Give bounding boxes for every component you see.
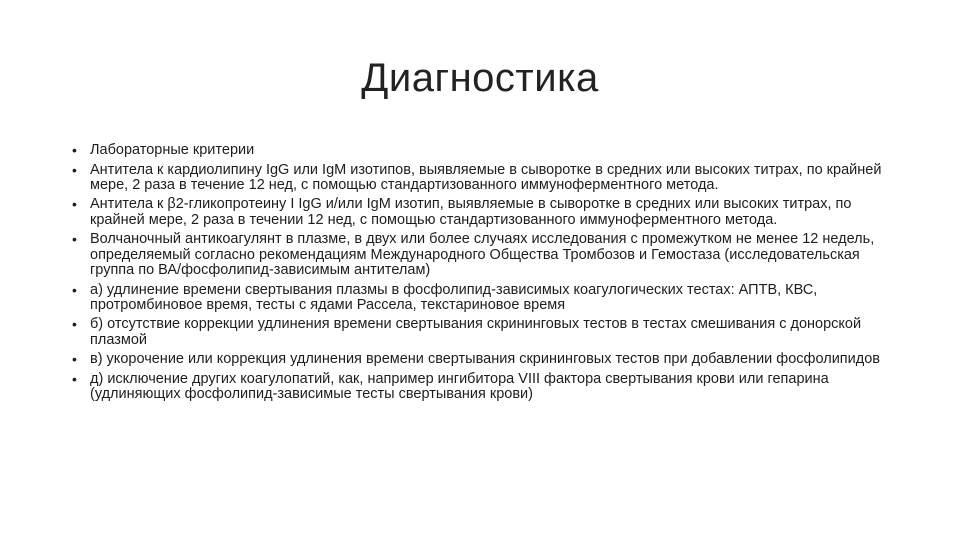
- list-item: [72, 163, 892, 194]
- list-item-text: б) отсутствие коррекции удлинения времени свертывания скрининговых тестов в тестах смешивания с донорской плазмой: [90, 316, 862, 348]
- bullet-dot-icon: •: [72, 161, 77, 178]
- list-item: [72, 232, 892, 278]
- bullet-list: [72, 143, 892, 407]
- bullet-dot-icon: •: [72, 231, 77, 248]
- list-item-text: Антитела к кардиолипину IgG или IgM изотипов, выявляемые в сыворотке в средних или высоких титрах, по крайней мере, 2 раза в течение 12 нед, с помощью стандартизованного иммуноферментного метода.: [90, 161, 882, 193]
- list-item: [72, 197, 892, 228]
- bullet-dot-icon: •: [72, 351, 77, 368]
- list-item-text: Антитела к β2-гликопротеину I IgG и/или IgM изотип, выявляемые в сыворотке в средних или высоких титрах, по крайней мере, 2 раза в течении 12 нед, с помощью стандартизованного иммуноферментного метода.: [90, 196, 852, 228]
- bullet-dot-icon: •: [72, 370, 77, 387]
- list-item: [72, 317, 892, 348]
- bullet-dot-icon: •: [72, 316, 77, 333]
- bullet-dot-icon: •: [72, 196, 77, 213]
- list-item: [72, 372, 892, 403]
- list-item-text: Волчаночный антикоагулянт в плазме, в двух или более случаях исследования с промежутком не менее 12 недель, определяемый согласно рекомендациям Международного Общества Тромбозов и Гемостаза (исследовательская группа по ВА/фосфолипид-зависимым антителам): [90, 231, 875, 278]
- slide-title: Диагностика: [361, 56, 599, 100]
- list-item: [72, 143, 892, 158]
- list-item: [72, 352, 892, 367]
- bullet-dot-icon: •: [72, 281, 77, 298]
- list-item-text: в) укорочение или коррекция удлинения времени свертывания скрининговых тестов при добавлении фосфолипидов: [90, 351, 880, 368]
- list-item: [72, 283, 892, 314]
- list-item-text: Лабораторные критерии: [90, 142, 255, 158]
- list-item-text: а) удлинение времени свертывания плазмы в фосфолипид-зависимых коагулогических тестах: АПТВ, КВС, протромбиновое время, тесты с ядами Рассела, текстариновое время: [90, 281, 818, 313]
- bullet-dot-icon: •: [72, 142, 77, 158]
- list-item-text: д) исключение других коагулопатий, как, например ингибитора VIII фактора свертывания крови или гепарина (удлиняющих фосфолипид-зависимые тесты свертывания крови): [90, 370, 829, 403]
